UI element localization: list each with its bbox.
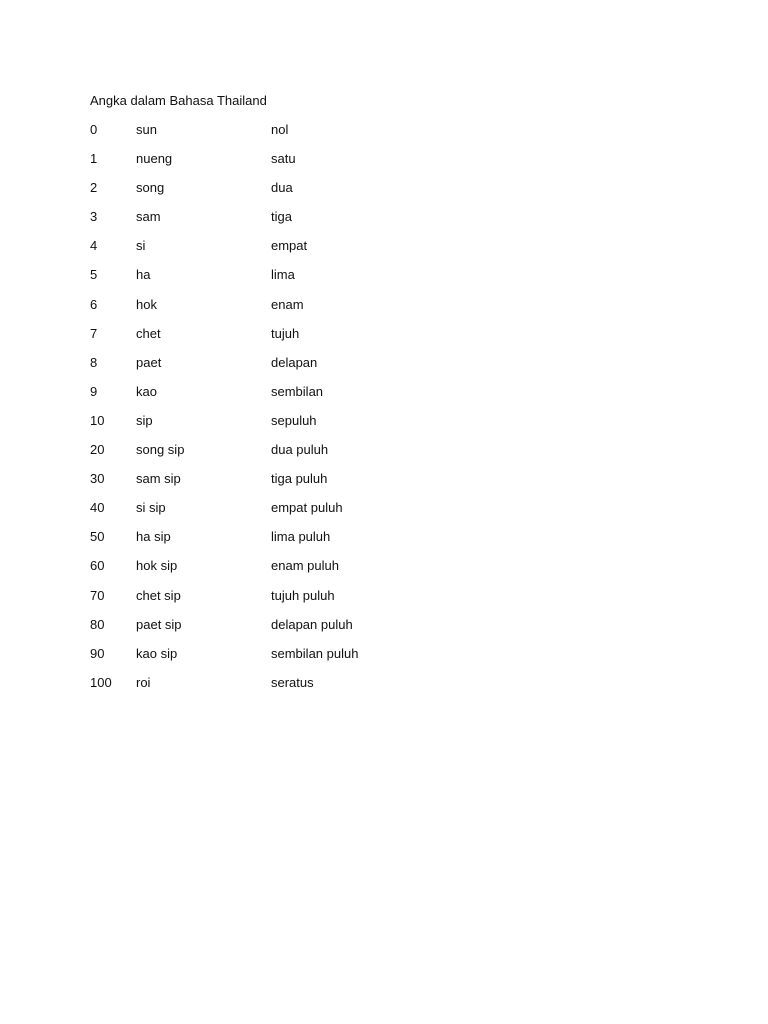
number-cell: 1 (90, 151, 98, 167)
table-row (90, 237, 490, 266)
number-cell: 5 (90, 267, 98, 283)
table-row (90, 587, 490, 616)
indonesian-word-cell: nol (271, 122, 289, 137)
number-cell: 80 (90, 616, 105, 632)
indonesian-word-cell: tiga (271, 209, 292, 225)
indonesian-word-cell: lima (271, 267, 295, 283)
indonesian-word-cell: tujuh puluh (271, 587, 335, 603)
thai-word-cell: si (136, 238, 146, 254)
table-row (90, 150, 490, 179)
thai-word-cell: song (136, 180, 165, 196)
indonesian-word-cell: tiga puluh (271, 471, 328, 487)
number-cell: 20 (90, 442, 105, 458)
table-row (90, 179, 490, 208)
indonesian-word-cell: enam puluh (271, 558, 339, 574)
number-cell: 100 (90, 674, 112, 690)
indonesian-word-cell: sembilan (271, 383, 324, 399)
indonesian-word-cell: enam (271, 296, 304, 312)
number-cell: 50 (90, 529, 105, 545)
table-row (90, 266, 490, 295)
number-cell: 7 (90, 325, 98, 341)
number-cell: 10 (90, 412, 105, 428)
thai-word-cell: paet sip (136, 616, 182, 632)
thai-word-cell: sam sip (136, 471, 181, 487)
thai-word-cell: ha (136, 267, 151, 283)
indonesian-word-cell: lima puluh (271, 529, 331, 545)
thai-word-cell: ha sip (136, 529, 171, 545)
table-row (90, 208, 490, 237)
table-row (90, 441, 490, 470)
thai-word-cell: si sip (136, 500, 166, 516)
thai-word-cell: song sip (136, 442, 185, 458)
indonesian-word-cell: satu (271, 151, 296, 167)
thai-word-cell: kao sip (136, 645, 178, 661)
number-cell: 90 (90, 645, 105, 661)
thai-word-cell: sun (136, 122, 157, 137)
indonesian-word-cell: tujuh (271, 325, 300, 341)
thai-word-cell: nueng (136, 151, 173, 167)
number-cell: 3 (90, 209, 98, 225)
thai-word-cell: paet (136, 354, 162, 370)
indonesian-word-cell: empat (271, 238, 308, 254)
table-row (90, 528, 490, 557)
thai-word-cell: roi (136, 674, 151, 690)
number-cell: 40 (90, 500, 105, 516)
table-row (90, 499, 490, 528)
table-row (90, 674, 490, 703)
number-cell: 9 (90, 383, 98, 399)
number-cell: 0 (90, 122, 98, 137)
table-row (90, 557, 490, 586)
indonesian-word-cell: sepuluh (271, 412, 317, 428)
page-title: Angka dalam Bahasa Thailand (90, 93, 267, 108)
number-cell: 8 (90, 354, 98, 370)
number-cell: 60 (90, 558, 105, 574)
thai-word-cell: hok sip (136, 558, 178, 574)
indonesian-word-cell: delapan puluh (271, 616, 353, 632)
table-row (90, 354, 490, 383)
indonesian-word-cell: dua puluh (271, 442, 329, 458)
thai-word-cell: sam (136, 209, 161, 225)
table-row (90, 645, 490, 674)
number-table (90, 121, 490, 703)
indonesian-word-cell: seratus (271, 674, 314, 690)
number-cell: 6 (90, 296, 98, 312)
number-cell: 30 (90, 471, 105, 487)
number-cell: 70 (90, 587, 105, 603)
indonesian-word-cell: dua (271, 180, 293, 196)
number-cell: 2 (90, 180, 98, 196)
indonesian-word-cell: delapan (271, 354, 318, 370)
indonesian-word-cell: sembilan puluh (271, 645, 359, 661)
number-cell: 4 (90, 238, 98, 254)
thai-word-cell: chet (136, 325, 161, 341)
table-row (90, 296, 490, 325)
table-row (90, 412, 490, 441)
table-row (90, 616, 490, 645)
thai-word-cell: sip (136, 412, 153, 428)
thai-word-cell: chet sip (136, 587, 181, 603)
table-row (90, 121, 490, 150)
table-row (90, 383, 490, 412)
table-row (90, 470, 490, 499)
indonesian-word-cell: empat puluh (271, 500, 343, 516)
thai-word-cell: hok (136, 296, 157, 312)
thai-word-cell: kao (136, 383, 157, 399)
table-row (90, 325, 490, 354)
